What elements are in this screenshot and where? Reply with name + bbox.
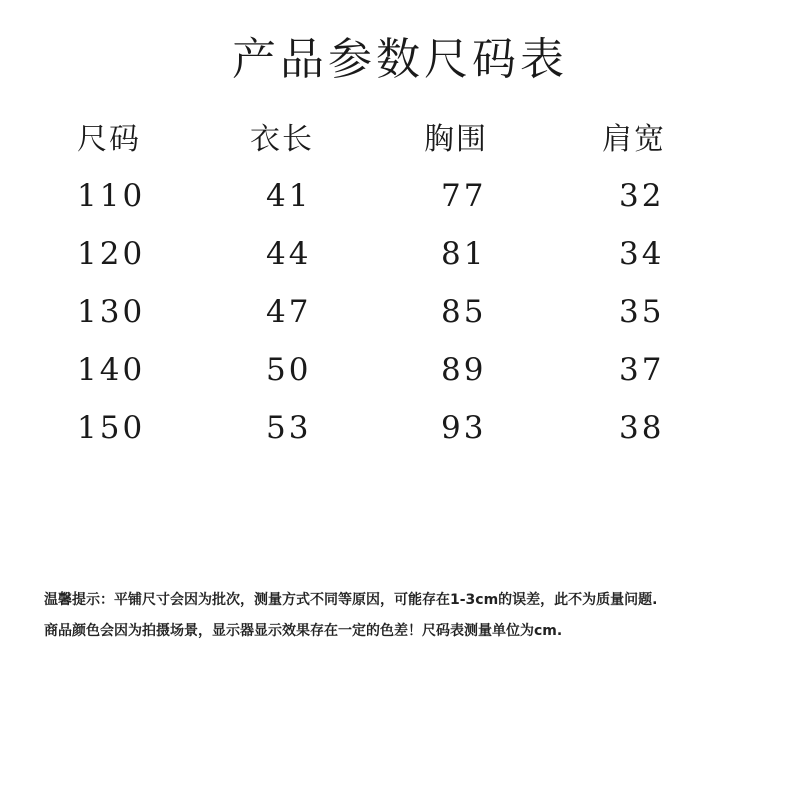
cell-chest: 85 <box>441 294 487 330</box>
page-title: 产品参数尺码表 <box>232 34 568 85</box>
cell-chest: 77 <box>441 178 487 214</box>
cell-chest: 93 <box>441 410 487 446</box>
size-table <box>0 112 800 458</box>
table-row <box>0 226 800 284</box>
cell-chest: 89 <box>441 352 487 388</box>
cell-length: 47 <box>266 294 312 330</box>
cell-length: 50 <box>266 352 312 388</box>
table-row <box>0 284 800 342</box>
cell-shoulder: 37 <box>619 352 665 388</box>
cell-shoulder: 34 <box>619 236 665 272</box>
tip-note-line-2: 商品颜色会因为拍摄场景，显示器显示效果存在一定的色差！尺码表测量单位为cm. <box>44 623 563 639</box>
cell-shoulder: 32 <box>619 178 665 214</box>
cell-size: 150 <box>77 410 146 446</box>
table-row <box>0 400 800 458</box>
table-row <box>0 342 800 400</box>
cell-size: 110 <box>77 178 146 214</box>
tip-note-line-1: 温馨提示：平铺尺寸会因为批次，测量方式不同等原因，可能存在1-3cm的误差，此不为质量问题. <box>44 592 658 608</box>
cell-length: 53 <box>266 410 312 446</box>
cell-chest: 81 <box>441 236 487 272</box>
header-length: 衣长 <box>250 122 314 157</box>
cell-size: 140 <box>77 352 146 388</box>
header-size: 尺码 <box>77 122 141 157</box>
cell-length: 41 <box>266 178 312 214</box>
cell-size: 130 <box>77 294 146 330</box>
header-chest: 胸围 <box>424 122 488 157</box>
table-row <box>0 168 800 226</box>
cell-size: 120 <box>77 236 146 272</box>
cell-length: 44 <box>266 236 312 272</box>
cell-shoulder: 35 <box>619 294 665 330</box>
cell-shoulder: 38 <box>619 410 665 446</box>
table-header-row <box>0 112 800 168</box>
header-shoulder: 肩宽 <box>602 122 666 157</box>
